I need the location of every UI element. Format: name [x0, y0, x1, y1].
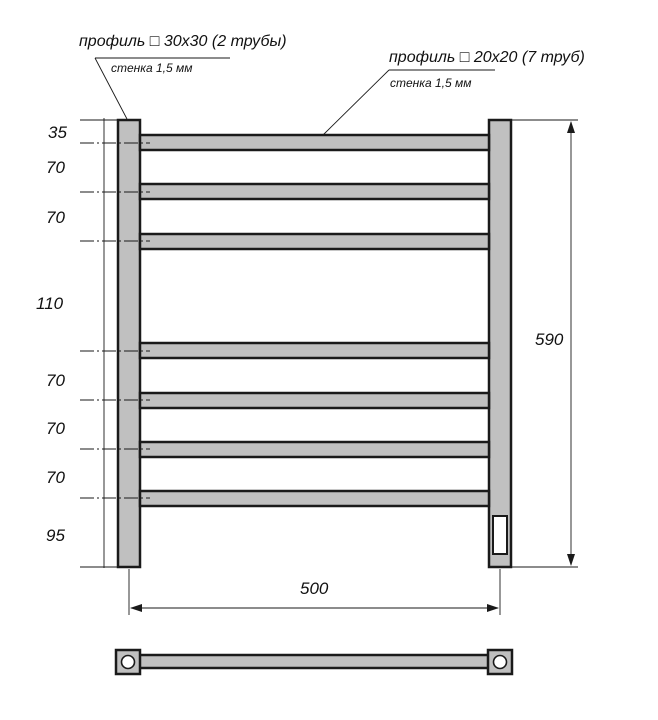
rung — [140, 442, 489, 457]
top-view-bar — [139, 655, 489, 668]
spacing-label: 35 — [48, 123, 67, 142]
vertical-profile-callout — [79, 33, 287, 119]
height-label: 590 — [535, 330, 564, 349]
rung — [140, 184, 489, 199]
horizontal-profile-label: профиль □ 20x20 (7 труб) — [389, 49, 585, 66]
rung — [140, 393, 489, 408]
left-vertical-tube — [118, 120, 140, 567]
top-view-right-hole — [494, 656, 507, 669]
spacing-label: 110 — [36, 294, 64, 313]
vertical-profile-label: профиль □ 30x30 (2 трубы) — [79, 33, 287, 50]
heater-socket — [493, 516, 507, 554]
spacing-label: 70 — [46, 158, 65, 177]
spacing-label: 95 — [46, 526, 65, 545]
spacing-label: 70 — [46, 371, 65, 390]
spacing-label: 70 — [46, 208, 65, 227]
right-vertical-tube — [489, 120, 511, 567]
horizontal-profile-callout — [323, 49, 585, 135]
width-label: 500 — [300, 579, 329, 598]
rung — [140, 234, 489, 249]
rung — [140, 343, 489, 358]
spacing-label: 70 — [46, 419, 65, 438]
rung — [140, 135, 489, 150]
horizontal-profile-wall: стенка 1,5 мм — [390, 76, 472, 90]
top-view-left-hole — [122, 656, 135, 669]
spacing-labels — [36, 123, 67, 545]
vertical-profile-wall: стенка 1,5 мм — [111, 61, 193, 75]
top-view — [116, 650, 512, 674]
horizontal-rungs — [140, 135, 489, 506]
spacing-label: 70 — [46, 468, 65, 487]
rung — [140, 491, 489, 506]
